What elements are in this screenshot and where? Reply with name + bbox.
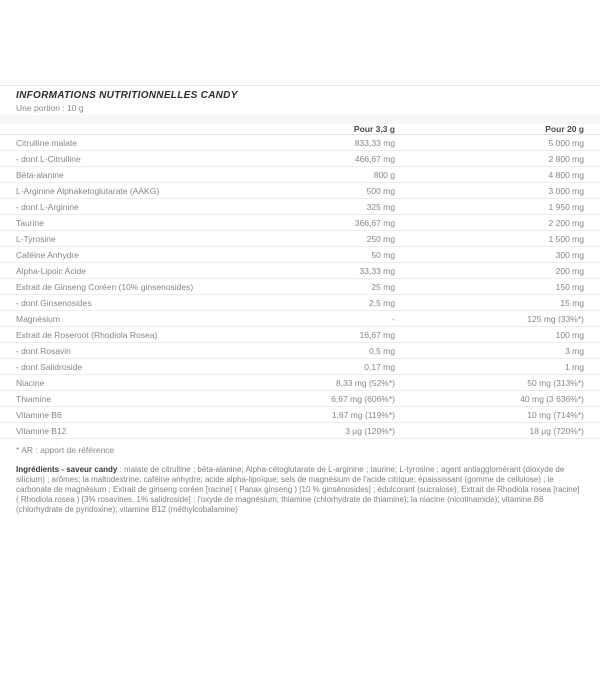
nutrition-table-body bbox=[0, 135, 600, 439]
table-row bbox=[0, 135, 600, 151]
table-row bbox=[0, 215, 600, 231]
table-cell-per33: 33,33 mg bbox=[359, 265, 395, 276]
table-cell-label: Taurine bbox=[16, 217, 44, 228]
table-cell-per20: 3 000 mg bbox=[548, 185, 584, 196]
table-header-row bbox=[0, 124, 600, 135]
table-row bbox=[0, 327, 600, 343]
table-cell-per33: - bbox=[392, 313, 395, 324]
table-row bbox=[0, 375, 600, 391]
table-cell-label: Niacine bbox=[16, 377, 45, 388]
table-cell-per33: 2,5 mg bbox=[369, 297, 395, 308]
table-row bbox=[0, 263, 600, 279]
table-cell-label: L-Tyrosine bbox=[16, 233, 56, 244]
table-cell-per33: 3 µg (120%*) bbox=[345, 425, 395, 436]
table-cell-per33: 8,33 mg (52%*) bbox=[335, 377, 395, 388]
table-row bbox=[0, 199, 600, 215]
table-cell-label: Extrait de Ginseng Coréen (10% ginsenosides) bbox=[16, 281, 194, 292]
portion-size-text: Une portion : 10 g bbox=[16, 103, 84, 113]
table-cell-label: - dont Salidroside bbox=[16, 361, 83, 372]
table-cell-per33: 250 mg bbox=[366, 233, 395, 244]
table-cell-per20: 300 mg bbox=[555, 249, 584, 260]
section-header bbox=[0, 86, 600, 115]
table-cell-per33: 50 mg bbox=[371, 249, 395, 260]
table-header-per-20g: Pour 20 g bbox=[545, 124, 584, 134]
table-cell-per20: 50 mg (313%*) bbox=[527, 377, 584, 388]
table-cell-per20: 1 mg bbox=[565, 361, 584, 372]
table-cell-per33: 366,67 mg bbox=[354, 217, 395, 228]
table-row bbox=[0, 311, 600, 327]
table-cell-per20: 1 500 mg bbox=[548, 233, 584, 244]
table-cell-per20: 4 800 mg bbox=[548, 169, 584, 180]
table-cell-label: - dont Rosavin bbox=[16, 345, 71, 356]
table-cell-per20: 15 mg bbox=[560, 297, 584, 308]
table-cell-per20: 10 mg (714%*) bbox=[527, 409, 584, 420]
table-cell-per33: 833,33 mg bbox=[354, 137, 395, 148]
nutrition-facts-section bbox=[0, 85, 600, 515]
header-divider-band bbox=[0, 115, 600, 124]
table-cell-per33: 500 mg bbox=[366, 185, 395, 196]
table-cell-per20: 40 mg (3 636%*) bbox=[520, 393, 584, 404]
table-cell-label: Vitamine B6 bbox=[16, 409, 62, 420]
table-row bbox=[0, 423, 600, 439]
table-cell-per33: 800 g bbox=[373, 169, 395, 180]
product-page bbox=[0, 85, 600, 685]
table-row bbox=[0, 295, 600, 311]
table-row bbox=[0, 167, 600, 183]
table-cell-label: - dont Ginsenosides bbox=[16, 297, 92, 308]
table-row bbox=[0, 151, 600, 167]
table-row bbox=[0, 247, 600, 263]
table-cell-per20: 200 mg bbox=[555, 265, 584, 276]
table-cell-per33: 1,67 mg (119%*) bbox=[331, 409, 395, 420]
ingredients-text: : malate de citrulline ; béta-alanine; Alpha-cétoglutarate de L-arginine ; taurine; L-tyrosine ; agent antiagglomérant (dioxyde de silicium) ; arômes; la maltodextrine; caféine anhydre; acide alpha-lipoïque; sels de magnésium de l'acide citrique; épaississant (gomme de cellulose) ; le carbonate de magnésium ; Extrait de ginseng coréen [racine] ( Panax ginseng ) [10 % ginsénosides] ; édulcorant (sucralose); Extrait de Rhodiola rosea [racine] ( Rhodiola rosea ) [3% rosavines, 1% salidroside] ; l'oxyde de magnésium; thiamine (chlorhydrate de thiamine); la niacine (nicotinamide); vitamine B6 (chlorhydrate de pyridoxine); vitamine B12 (méthylcobalamine) bbox=[16, 465, 580, 514]
table-row bbox=[0, 343, 600, 359]
table-cell-label: - dont L-Arginine bbox=[16, 201, 79, 212]
table-cell-label: Citrulline malate bbox=[16, 137, 77, 148]
table-cell-per20: 18 µg (720%*) bbox=[529, 425, 584, 436]
page-title: INFORMATIONS NUTRITIONNELLES CANDY bbox=[16, 90, 238, 101]
table-row bbox=[0, 407, 600, 423]
table-cell-per33: 25 mg bbox=[371, 281, 395, 292]
table-cell-per20: 125 mg (33%*) bbox=[527, 313, 584, 324]
table-row bbox=[0, 279, 600, 295]
ingredients-paragraph bbox=[16, 465, 584, 515]
table-cell-per20: 2 800 mg bbox=[548, 153, 584, 164]
table-cell-per33: 466,67 mg bbox=[354, 153, 395, 164]
table-cell-label: - dont L-Citrulline bbox=[16, 153, 81, 164]
table-cell-label: Magnésium bbox=[16, 313, 60, 324]
table-row bbox=[0, 231, 600, 247]
table-cell-label: Vitamine B12 bbox=[16, 425, 67, 436]
ingredients-label: Ingrédients - saveur candy bbox=[16, 465, 118, 474]
table-cell-label: Extrait de Roseroot (Rhodiola Rosea) bbox=[16, 329, 158, 340]
reference-intake-footnote: * AR : apport de référence bbox=[16, 445, 115, 455]
table-row bbox=[0, 359, 600, 375]
table-cell-per20: 5 000 mg bbox=[548, 137, 584, 148]
table-header-per-33g: Pour 3,3 g bbox=[353, 124, 395, 134]
table-cell-per33: 325 mg bbox=[366, 201, 395, 212]
table-cell-per20: 150 mg bbox=[555, 281, 584, 292]
table-cell-label: L-Arginine Alphaketoglutarate (AAKG) bbox=[16, 185, 160, 196]
table-row bbox=[0, 183, 600, 199]
table-row bbox=[0, 391, 600, 407]
table-cell-per33: 16,67 mg bbox=[359, 329, 395, 340]
table-cell-per20: 100 mg bbox=[555, 329, 584, 340]
table-cell-per20: 2 200 mg bbox=[548, 217, 584, 228]
table-cell-per33: 0,5 mg bbox=[369, 345, 395, 356]
table-cell-label: Alpha-Lipoic Acide bbox=[16, 265, 86, 276]
table-cell-label: Caféine Anhydre bbox=[16, 249, 79, 260]
table-cell-label: Béta-alanine bbox=[16, 169, 64, 180]
table-cell-per33: 0,17 mg bbox=[364, 361, 395, 372]
table-cell-label: Thiamine bbox=[16, 393, 51, 404]
table-cell-per20: 1 950 mg bbox=[548, 201, 584, 212]
table-cell-per33: 6,67 mg (606%*) bbox=[331, 393, 395, 404]
table-cell-per20: 3 mg bbox=[565, 345, 584, 356]
